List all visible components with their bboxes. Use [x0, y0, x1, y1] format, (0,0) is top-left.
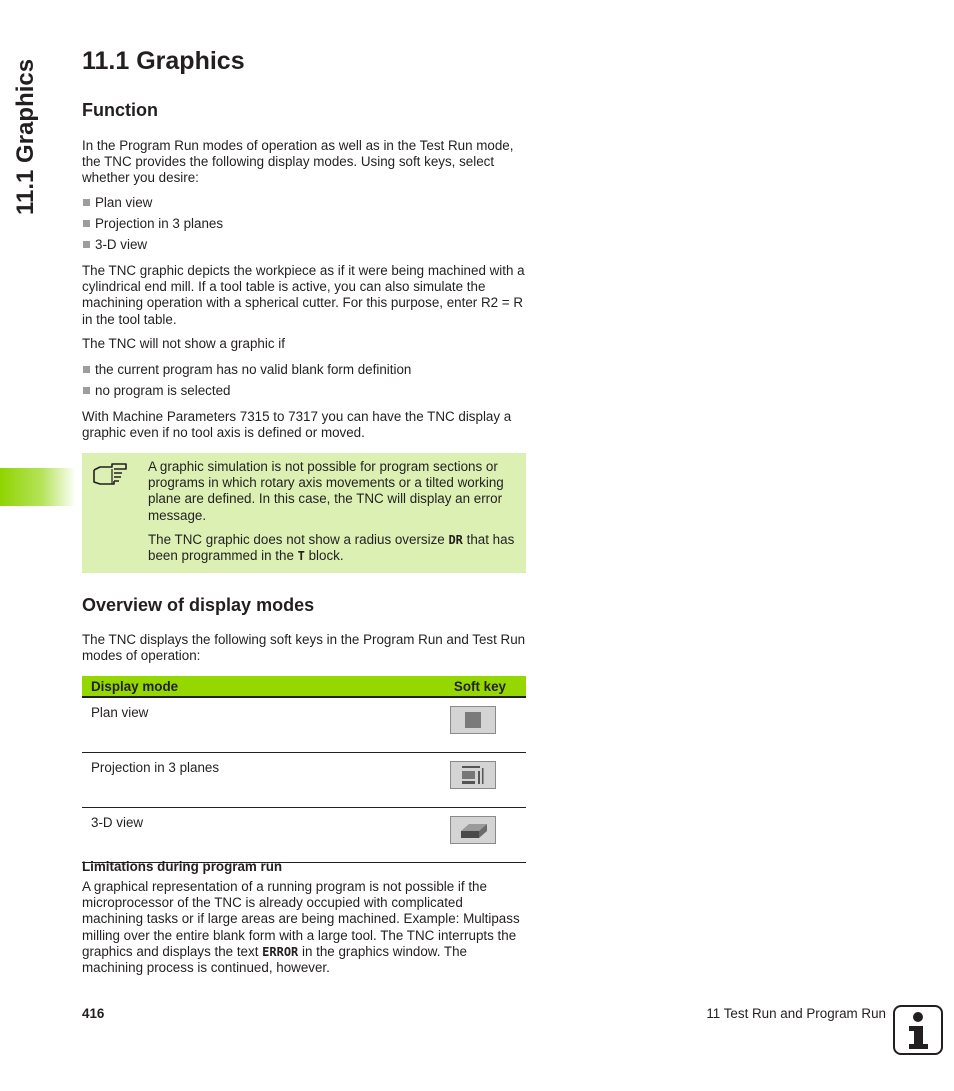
footer-chapter: 11 Test Run and Program Run	[706, 1006, 886, 1021]
display-modes-table	[82, 676, 526, 863]
depicts-paragraph: The TNC graphic depicts the workpiece as if it were being machined with a cylindrical end mill. If a tool table is active, you can also simulate the machining operation with a spherical cutter. For this purpose, enter R2 = R in the tool table.	[82, 263, 525, 327]
list-item: Plan view	[82, 195, 526, 211]
note-paragraph-1: A graphic simulation is not possible for program sections or programs in which rotary axis movements or a tilted working plane are defined. In this case, the TNC will display an error message.	[148, 459, 504, 523]
limitations-heading: Limitations during program run	[82, 859, 283, 874]
mode-cell: Projection in 3 planes	[82, 753, 396, 808]
table-row	[82, 697, 526, 753]
mode-cell: 3-D view	[82, 808, 396, 863]
column-header-display-mode: Display mode	[82, 676, 396, 697]
function-intro: In the Program Run modes of operation as well as in the Test Run mode, the TNC provides the following display modes. Using soft keys, select whether you desire:	[82, 138, 514, 186]
no-graphic-intro: The TNC will not show a graphic if	[82, 336, 285, 351]
code-dr: DR	[448, 533, 463, 547]
overview-heading: Overview of display modes	[82, 595, 315, 615]
page-number: 416	[82, 1006, 105, 1021]
overview-intro: The TNC displays the following soft keys in the Program Run and Test Run modes of operation:	[82, 632, 526, 664]
table-header-row	[82, 676, 526, 697]
mode-cell: Plan view	[82, 697, 396, 753]
info-icon[interactable]	[893, 1005, 943, 1055]
plan-view-softkey-icon[interactable]	[450, 706, 496, 734]
projection-3-planes-softkey-icon[interactable]	[450, 761, 496, 789]
function-heading: Function	[82, 100, 158, 120]
note-paragraph-2: The TNC graphic does not show a radius oversize DR that has been programmed in the T block.	[148, 532, 515, 564]
list-item: no program is selected	[82, 383, 526, 399]
side-chapter-title: 11.1 Graphics	[12, 58, 39, 215]
list-item: the current program has no valid blank form definition	[82, 362, 526, 378]
column-header-soft-key: Soft key	[396, 676, 526, 697]
note-box	[82, 453, 526, 573]
code-error: ERROR	[262, 944, 299, 959]
page-title: 11.1 Graphics	[82, 47, 245, 75]
pointing-hand-icon	[92, 461, 128, 487]
machine-params-paragraph: With Machine Parameters 7315 to 7317 you can have the TNC display a graphic even if no tool axis is defined or moved.	[82, 409, 512, 441]
table-row	[82, 753, 526, 808]
list-item: 3-D view	[82, 237, 526, 253]
chapter-marker-tab	[0, 468, 76, 506]
table-row	[82, 808, 526, 863]
3d-view-softkey-icon[interactable]	[450, 816, 496, 844]
limitations-paragraph: A graphical representation of a running program is not possible if the microprocessor of the TNC is already occupied with complicated machining tasks or if large areas are being machined. Example: Multipass milling over the entire blank form with a large tool. The TNC interrupts the graphics and displays the text ERROR in the graphics window. The machining process is continued, however.	[82, 879, 520, 976]
list-item: Projection in 3 planes	[82, 216, 526, 232]
code-t: T	[297, 549, 305, 564]
